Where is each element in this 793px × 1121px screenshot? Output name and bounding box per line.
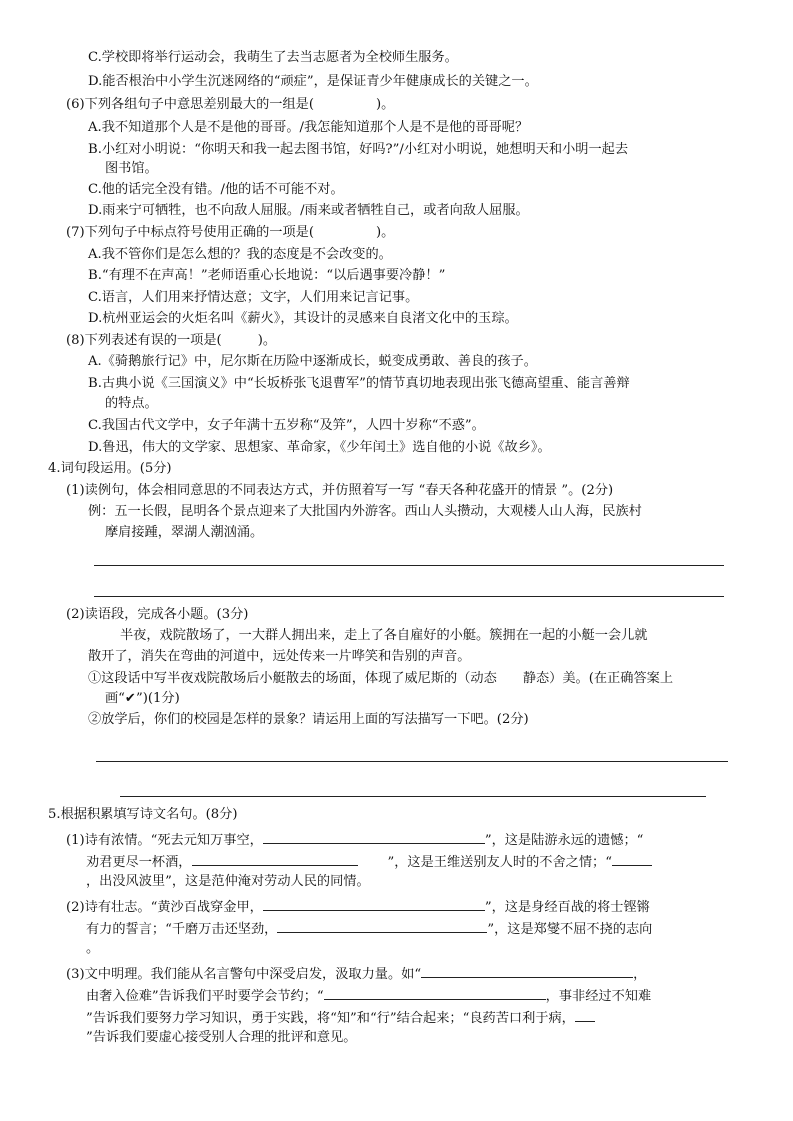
q4-example-line2: 摩肩接踵，翠湖人潮汹涌。 [105, 525, 264, 540]
q6-stem-text: (6)下列各组句子中意思差别最大的一组是( [66, 97, 315, 112]
q6-stem [66, 96, 394, 114]
q4-title: 4.词句段运用。(5分) [48, 461, 172, 476]
q4-answer-line-4[interactable] [120, 796, 706, 797]
q7-stem-text: (7)下列句子中标点符号使用正确的一项是( [66, 225, 315, 240]
q5-part2-line2 [86, 918, 652, 939]
q7-option-d: D.杭州亚运会的火炬名叫《薪火》，其设计的灵感来自良渚文化中的玉琮。 [88, 311, 518, 326]
q5-part1-text-a: (1)诗有浓情。“死去元知万事空， [66, 833, 263, 848]
q4-sub2: ②放学后，你们的校园是怎样的景象？请运用上面的写法描写一下吧。(2分) [88, 712, 529, 727]
q5-part3-line2 [86, 985, 651, 1006]
q5-blank-6[interactable] [421, 963, 633, 978]
q5-part3-text-e: ”告诉我们要努力学习知识，勇于实践，将“知”和“行”结合起来；“良药苦口利于病， [86, 1011, 575, 1026]
q4-sub1 [88, 670, 673, 688]
q5-part3-text-c: 由奢入俭难”告诉我们平时要学会节约；“ [86, 989, 324, 1004]
q5-part2-text-c: 有力的誓言；“千磨万击还坚劲， [86, 922, 278, 937]
q4-passage-line1: 半夜，戏院散场了，一大群人拥出来，走上了各自雇好的小艇。簇拥在一起的小艇一会儿就 [120, 628, 648, 643]
q3-option-c: C.学校即将举行运动会，我萌生了去当志愿者为全校师生服务。 [88, 50, 458, 65]
q5-part1-line1 [66, 829, 643, 850]
q4-part2-stem: (2)读语段，完成各小题。(3分) [66, 607, 249, 622]
q6-option-b-cont: 图书馆。 [105, 161, 158, 176]
q4-answer-line-2[interactable] [94, 596, 724, 597]
q8-option-a: A.《骑鹅旅行记》中，尼尔斯在历险中逐渐成长，蜕变成勇敢、善良的孩子。 [88, 354, 537, 369]
q8-option-d: D.鲁迅，伟大的文学家、思想家、革命家，《少年闰土》选自他的小说《故乡》。 [88, 440, 551, 455]
q8-stem-end: )。 [257, 333, 277, 348]
q5-blank-4[interactable] [263, 896, 485, 911]
q5-part1-line3: ，出没风波里”，这是范仲淹对劳动人民的同情。 [86, 874, 370, 889]
q4-answer-line-1[interactable] [94, 565, 724, 566]
q5-blank-1[interactable] [263, 829, 485, 844]
q5-part2-text-d: ”，这是郑燮不屈不挠的志向 [487, 922, 653, 937]
q8-option-b-cont: 的特点。 [105, 396, 158, 411]
q7-stem-end: )。 [376, 225, 395, 240]
q5-part2-line3: 。 [86, 941, 100, 956]
q5-title: 5.根据积累填写诗文名句。(8分) [48, 807, 238, 822]
q6-option-b: B.小红对小明说：“你明天和我一起去图书馆，好吗?”/小红对小明说，她想明天和小明一起去 [88, 142, 629, 157]
q4-sub1-cont: 画“✔”)(1分) [105, 691, 180, 706]
q4-part1-stem: (1)读例句，体会相同意思的不同表达方式，并仿照着写一写 “春天各种花盛开的情景 ”。(2分) [66, 483, 614, 498]
q5-part3-text-b: ， [633, 967, 647, 982]
q5-part2-text-b: ”，这是身经百战的将士铿锵 [484, 900, 650, 915]
q5-blank-7[interactable] [324, 985, 546, 1000]
q5-blank-8[interactable] [575, 1007, 595, 1022]
q5-part2-line1 [66, 896, 650, 917]
q6-stem-end: )。 [376, 97, 395, 112]
q6-option-c: C.他的话完全没有错。/他的话不可能不对。 [88, 182, 344, 197]
q5-part3-line4: ”告诉我们要虚心接受别人合理的批评和意见。 [86, 1030, 357, 1045]
q5-part1-text-b: ”，这是陆游永远的遗憾；“ [484, 833, 644, 848]
q6-option-a: A.我不知道那个人是不是他的哥哥。/我怎能知道那个人是不是他的哥哥呢？ [88, 120, 529, 135]
q6-option-d: D.雨来宁可牺牲，也不向敌人屈服。/雨来或者牺牲自己，或者向敌人屈服。 [88, 203, 529, 218]
q5-part3-line3 [86, 1007, 595, 1028]
q4-example-line1: 例：五一长假，昆明各个景点迎来了大批国内外游客。西山人头攒动，大观楼人山人海，民族村 [88, 504, 642, 519]
q5-blank-3[interactable] [612, 851, 652, 866]
q5-part1-text-c: 劝君更尽一杯酒， [86, 855, 192, 870]
q5-part3-text-d: ，事非经过不知难 [545, 989, 652, 1004]
q5-part2-text-a: (2)诗有壮志。“黄沙百战穿金甲， [66, 900, 263, 915]
q8-stem-text: (8)下列表述有误的一项是( [66, 333, 222, 348]
q4-sub1-text: ①这段话中写半夜戏院散场后小艇散去的场面，体现了威尼斯的（动态 [88, 671, 497, 686]
q8-option-c: C.我国古代文学中，女子年满十五岁称“及笄”，人四十岁称“不惑”。 [88, 418, 485, 433]
q4-passage-line2: 散开了，消失在弯曲的河道中，远处传来一片哗笑和告别的声音。 [88, 649, 471, 664]
q5-part1-line2 [86, 851, 652, 872]
q8-stem [66, 332, 276, 350]
q5-part3-text-a: (3)文中明理。我们能从名言警句中深受启发，汲取力量。如“ [66, 967, 422, 982]
q8-option-b: B.古典小说《三国演义》中“长坂桥张飞退曹军”的情节真切地表现出张飞德高望重、能言善辩 [88, 376, 630, 391]
q4-sub1-text-end: 静态）美。(在正确答案上 [522, 671, 674, 686]
q7-option-c: C.语言，人们用来抒情达意；文字，人们用来记言记事。 [88, 290, 419, 305]
q7-option-b: B.“有理不在声高！”老师语重心长地说：“以后遇事要冷静！” [88, 268, 446, 283]
q5-part1-text-d: ”，这是王维送别友人时的不舍之情；“ [387, 855, 612, 870]
q3-option-d: D.能否根治中小学生沉迷网络的“顽症”，是保证青少年健康成长的关键之一。 [88, 74, 538, 89]
q7-option-a: A.我不管你们是怎么想的？我的态度是不会改变的。 [88, 247, 392, 262]
q4-answer-line-3[interactable] [96, 761, 728, 762]
q5-part3-line1 [66, 963, 646, 984]
q5-blank-5[interactable] [277, 918, 487, 933]
q5-blank-2[interactable] [192, 851, 358, 866]
q7-stem [66, 224, 394, 242]
